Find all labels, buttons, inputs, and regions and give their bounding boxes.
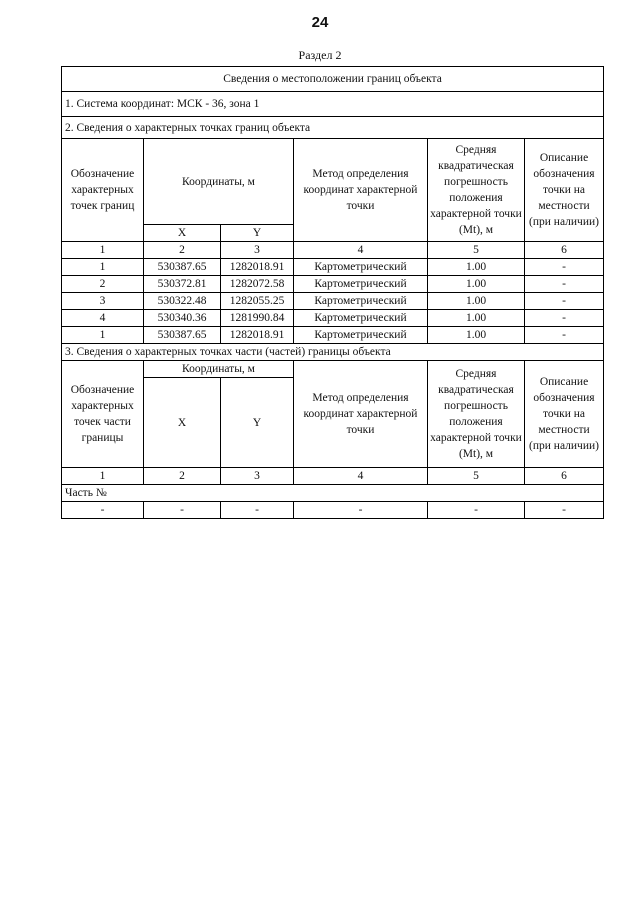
header-error: Средняя квадратическая погрешность положения характерной точки (Mt), м [428, 361, 525, 468]
col-num: 4 [294, 242, 428, 259]
method: Картометрический [294, 310, 428, 327]
coord-x: 530340.36 [144, 310, 221, 327]
description: - [525, 327, 604, 344]
coord-x: 530372.81 [144, 276, 221, 293]
point-number: 3 [62, 293, 144, 310]
error-mt: 1.00 [428, 293, 525, 310]
error-mt: 1.00 [428, 259, 525, 276]
empty-cell: - [144, 502, 221, 519]
description: - [525, 276, 604, 293]
method: Картометрический [294, 276, 428, 293]
table-title: Сведения о местоположении границ объекта [62, 67, 604, 92]
error-mt: 1.00 [428, 276, 525, 293]
coord-y: 1282072.58 [221, 276, 294, 293]
empty-cell: - [221, 502, 294, 519]
column-numbers-row [62, 242, 604, 259]
part-label: Часть № [62, 485, 604, 502]
col-num: 1 [62, 468, 144, 485]
table-row [62, 310, 604, 327]
table-row [62, 276, 604, 293]
description: - [525, 293, 604, 310]
col-num: 5 [428, 242, 525, 259]
coord-y: 1282018.91 [221, 327, 294, 344]
header-description: Описание обозначения точки на местности (при наличии) [525, 139, 604, 242]
header-designation: Обозначение характерных точек части границы [62, 361, 144, 468]
header-method: Метод определения координат характерной точки [294, 139, 428, 242]
empty-cell: - [428, 502, 525, 519]
description: - [525, 259, 604, 276]
coord-y: 1281990.84 [221, 310, 294, 327]
table-row [62, 259, 604, 276]
point-number: 4 [62, 310, 144, 327]
section-label: Раздел 2 [298, 48, 342, 62]
coord-y: 1282018.91 [221, 259, 294, 276]
header-designation: Обозначение характерных точек границ [62, 139, 144, 242]
col-num: 3 [221, 242, 294, 259]
header-x: X [144, 378, 221, 468]
header-y: Y [221, 378, 294, 468]
coord-x: 530387.65 [144, 327, 221, 344]
table-row [62, 502, 604, 519]
table-row [62, 293, 604, 310]
section-2-title: 2. Сведения о характерных точках границ объекта [62, 117, 604, 139]
coord-system: 1. Система координат: МСК - 36, зона 1 [62, 92, 604, 117]
col-num: 6 [525, 468, 604, 485]
empty-cell: - [525, 502, 604, 519]
col-num: 6 [525, 242, 604, 259]
coord-x: 530322.48 [144, 293, 221, 310]
header-error: Средняя квадратическая погрешность положения характерной точки (Mt), м [428, 139, 525, 242]
col-num: 2 [144, 468, 221, 485]
point-number: 2 [62, 276, 144, 293]
method: Картометрический [294, 259, 428, 276]
col-num: 4 [294, 468, 428, 485]
section-3-title: 3. Сведения о характерных точках части (частей) границы объекта [62, 344, 604, 361]
error-mt: 1.00 [428, 310, 525, 327]
table-row [62, 327, 604, 344]
point-number: 1 [62, 259, 144, 276]
header-coordinates: Координаты, м [144, 361, 294, 378]
header-y: Y [221, 225, 294, 242]
error-mt: 1.00 [428, 327, 525, 344]
col-num: 1 [62, 242, 144, 259]
header-description: Описание обозначения точки на местности (при наличии) [525, 361, 604, 468]
column-numbers-row [62, 468, 604, 485]
col-num: 5 [428, 468, 525, 485]
coord-y: 1282055.25 [221, 293, 294, 310]
header-x: X [144, 225, 221, 242]
coord-x: 530387.65 [144, 259, 221, 276]
header-coordinates: Координаты, м [144, 139, 294, 225]
method: Картометрический [294, 293, 428, 310]
boundary-table [61, 66, 604, 519]
description: - [525, 310, 604, 327]
col-num: 3 [221, 468, 294, 485]
point-number: 1 [62, 327, 144, 344]
col-num: 2 [144, 242, 221, 259]
empty-cell: - [62, 502, 144, 519]
method: Картометрический [294, 327, 428, 344]
empty-cell: - [294, 502, 428, 519]
page-number: 24 [311, 14, 329, 31]
header-method: Метод определения координат характерной точки [294, 361, 428, 468]
